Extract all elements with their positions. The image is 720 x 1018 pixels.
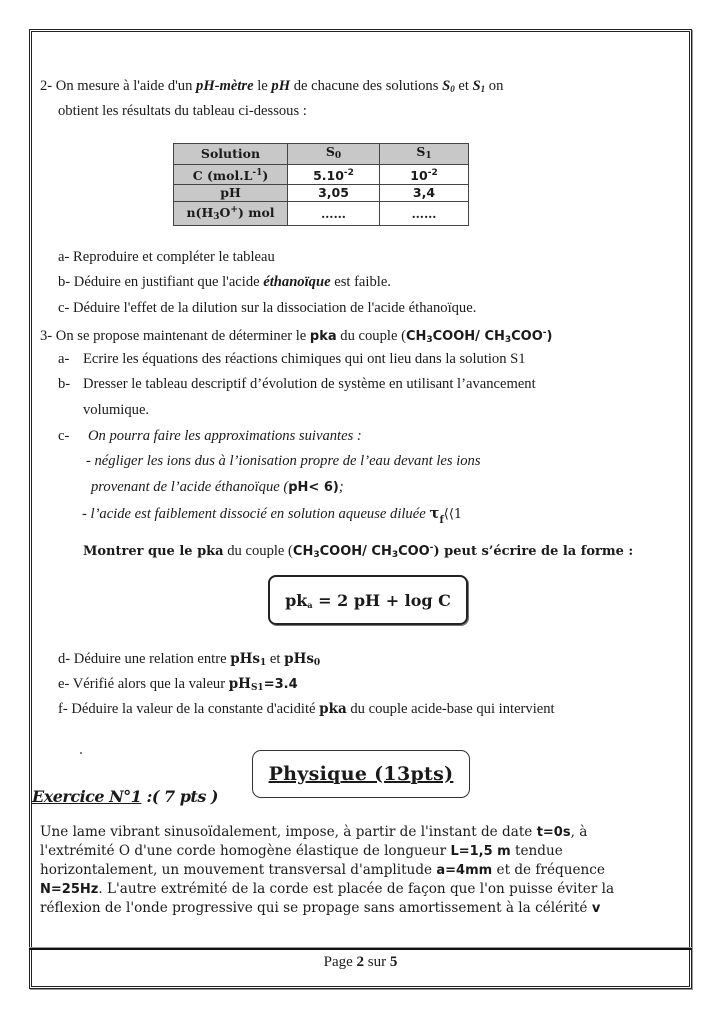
row-label: [174, 185, 288, 202]
q3-b-text: Dresser le tableau descriptif d’évolution de système en utilisant l’avancement: [83, 376, 536, 392]
s1-letter: S: [472, 78, 481, 94]
ph-sub: S1: [250, 683, 264, 693]
para-value: t=0s: [536, 825, 571, 840]
couple-text: COOH/ CH: [432, 329, 505, 344]
montrer-text: du couple (: [223, 543, 293, 559]
acid-couple: [293, 544, 434, 559]
header-sub: 0: [334, 151, 342, 161]
para-text: . L'autre extrémité de la corde est placée de façon que l'on puisse éviter la: [98, 881, 615, 897]
exercice-points: :( 7 pts ): [141, 787, 218, 806]
tau-letter: τ: [429, 504, 440, 522]
paragraph-line: [40, 842, 680, 861]
ethanoique-term: éthanoïque: [263, 274, 331, 290]
stray-dot: [80, 752, 82, 754]
couple-sub: 3: [313, 550, 320, 560]
q3-b: [58, 375, 536, 393]
approx-1-line2: [91, 478, 344, 497]
para-text: et de fréquence: [492, 862, 605, 878]
para-text: horizontalement, un mouvement transversal d'amplitude: [40, 862, 437, 878]
ph-s1-value: [229, 676, 298, 692]
q3-a-text: Ecrire les équations des réactions chimiques qui ont lieu dans la solution S1: [83, 351, 526, 367]
table-header-cell: [174, 144, 288, 165]
couple-sub: 3: [391, 550, 399, 560]
tau-sub: f: [439, 515, 444, 526]
q2-b-text: est faible.: [330, 274, 391, 290]
row-label-text: pH: [220, 185, 241, 200]
q3-c: [58, 427, 362, 445]
item-label: c-: [58, 428, 70, 444]
row-label-text: C (mol.L: [192, 168, 253, 183]
pka-term: pka: [309, 329, 337, 344]
ph-sub: 1: [260, 658, 267, 668]
q3-d: [58, 650, 320, 672]
q2-text: 2- On mesure à l'aide d'un: [40, 78, 197, 94]
q3-e-text: e- Vérifié alors que la valeur: [58, 676, 229, 692]
para-value: v: [591, 901, 601, 916]
s0-sub: 0: [450, 84, 455, 94]
header-label: S: [416, 144, 426, 159]
pka-term: pka: [319, 701, 347, 717]
row-label-sup: -1: [252, 168, 263, 178]
q3-a: [58, 350, 526, 368]
cell-value: 5.10: [313, 168, 344, 183]
exercice-label: Exercice N°1: [32, 787, 142, 806]
page-word: Page: [323, 954, 357, 970]
footer-divider: [29, 947, 692, 950]
s0-term: [442, 78, 455, 94]
table-row: [174, 185, 469, 202]
ph-text: pH: [228, 676, 251, 692]
ph-text: pHs: [230, 651, 261, 667]
q3-f-text: f- Déduire la valeur de la constante d'acidité: [58, 701, 320, 717]
row-label: [174, 202, 288, 226]
table-header-row: [174, 144, 469, 165]
approx-text: provenant de l’acide éthanoïque (: [91, 479, 289, 495]
formula-text: = 2 pH + log C: [312, 590, 451, 610]
approx-1-line1: - négliger les ions dus à l’ionisation propre de l’eau devant les ions: [86, 453, 481, 469]
q2-b-text: b- Déduire en justifiant que l'acide: [58, 274, 264, 290]
couple-text: ): [546, 329, 553, 344]
formula-text: pk: [285, 590, 308, 610]
couple-sup: -: [429, 543, 434, 553]
couple-text: COO: [398, 544, 430, 559]
para-text: , à: [570, 824, 588, 840]
ph-metre-term: pH-mètre: [196, 78, 254, 94]
cell-exponent: -2: [427, 168, 438, 178]
couple-text: CH: [292, 544, 314, 559]
row-label: [174, 165, 288, 185]
q3-e: [58, 675, 298, 697]
header-sub: 1: [425, 151, 432, 161]
ph-text: pHs: [284, 651, 314, 667]
table-cell: [288, 165, 380, 185]
tau-symbol: [429, 504, 463, 526]
ph-s0-term: [284, 651, 320, 667]
results-table: [173, 143, 469, 226]
q2-line1: [40, 77, 503, 98]
cell-value: 10: [410, 168, 428, 183]
s1-term: [473, 78, 486, 94]
paragraph-line: [40, 880, 680, 899]
formula-sub: a: [307, 599, 313, 610]
pka-formula-box: [268, 575, 468, 625]
s1-sub: 1: [480, 84, 486, 94]
page-sur: sur: [364, 954, 390, 970]
page-total: 5: [389, 954, 398, 970]
montrer-line: [83, 539, 633, 564]
q2-text: le: [253, 78, 272, 94]
q2-text: on: [485, 78, 504, 94]
couple-sub: 3: [426, 335, 433, 345]
para-text: l'extrémité O d'une corde homogène élastique de longueur: [40, 843, 451, 859]
approx-2: [82, 504, 462, 530]
couple-text: CH: [405, 329, 427, 344]
row-label-sup: +: [230, 205, 238, 215]
ph-value: =3.4: [263, 677, 298, 692]
acid-couple: [406, 329, 553, 344]
table-cell: [380, 165, 469, 185]
montrer-text: ) peut s’écrire de la forme :: [433, 544, 634, 559]
row-label-sub: 3: [213, 212, 220, 222]
q2-line2: obtient les résultats du tableau ci-dessous :: [58, 103, 307, 119]
cell-exponent: -2: [343, 168, 354, 178]
cell-value: 3,05: [318, 185, 349, 200]
para-value: a=4mm: [436, 863, 493, 878]
ph-s1-term: [230, 651, 266, 667]
table-header-cell: [288, 144, 380, 165]
para-value: L=1,5 m: [450, 844, 511, 859]
physique-title: Physique (13pts): [268, 763, 454, 785]
q2-b: [58, 273, 391, 291]
item-label: b-: [58, 376, 71, 392]
couple-text: COOH/ CH: [319, 544, 392, 559]
cell-value: 3,4: [412, 185, 436, 200]
couple-sub: 3: [504, 335, 512, 345]
q3-intro: [40, 324, 552, 349]
q3-b-cont: volumique.: [83, 402, 150, 418]
q3-d-text: d- Déduire une relation entre: [58, 651, 231, 667]
q3-text: 3- On se propose maintenant de déterminer le: [40, 328, 310, 344]
q3-d-text: et: [266, 651, 285, 667]
s0-letter: S: [442, 78, 451, 94]
table-header-cell: [380, 144, 469, 165]
table-cell: [380, 185, 469, 202]
table-row: [174, 202, 469, 226]
couple-sup: -: [542, 328, 547, 338]
para-value: N=25Hz: [40, 882, 99, 897]
row-label-text: O: [219, 205, 231, 220]
ph-term: pH: [271, 78, 291, 94]
q3-c-text: On pourra faire les approximations suivantes :: [88, 428, 362, 444]
q3-text: du couple (: [336, 328, 406, 344]
row-label-text: n(H: [186, 205, 214, 220]
q3-f: [58, 700, 555, 718]
approx-text: ;: [338, 479, 344, 495]
approx-text: - l’acide est faiblement dissocié en solution aqueuse diluée: [82, 506, 430, 522]
montrer-text: Montrer que le pka: [83, 544, 224, 559]
q2-c: c- Déduire l'effet de la dilution sur la dissociation de l'acide éthanoïque.: [58, 300, 477, 316]
ph-sub: 0: [313, 658, 321, 668]
paragraph-line: [40, 899, 680, 918]
couple-text: COO: [511, 329, 543, 344]
table-row: [174, 165, 469, 185]
q2-a: a- Reproduire et compléter le tableau: [58, 249, 275, 265]
header-label: Solution: [200, 146, 261, 161]
header-label: S: [325, 144, 335, 159]
cell-value: ……: [321, 205, 346, 221]
exercice-paragraph: [40, 823, 680, 918]
para-text: réflexion de l'onde progressive qui se propage sans amortissement à la célérité: [40, 900, 592, 916]
cell-value: ……: [411, 205, 437, 221]
paragraph-line: [40, 823, 680, 842]
pka-formula: [285, 591, 451, 610]
physique-box: [252, 750, 470, 798]
table-cell: [288, 202, 380, 226]
table-cell: [288, 185, 380, 202]
item-label: a-: [58, 351, 70, 367]
page-footer: [29, 954, 692, 971]
row-label-text: ): [262, 168, 269, 183]
exercice-title: [32, 787, 218, 806]
ph-condition: pH< 6): [288, 480, 339, 495]
para-text: Une lame vibrant sinusoïdalement, impose, à partir de l'instant de date: [40, 824, 537, 840]
table-cell: [380, 202, 469, 226]
row-label-text: ) mol: [237, 205, 275, 220]
page-number: 2: [356, 954, 365, 970]
paragraph-line: [40, 861, 680, 880]
q2-text: de chacune des solutions: [290, 78, 443, 94]
q2-text: et: [454, 78, 473, 94]
q3-f-text: du couple acide-base qui intervient: [346, 701, 555, 717]
para-text: tendue: [510, 843, 563, 859]
much-less-than: ⟨⟨1: [443, 507, 463, 522]
